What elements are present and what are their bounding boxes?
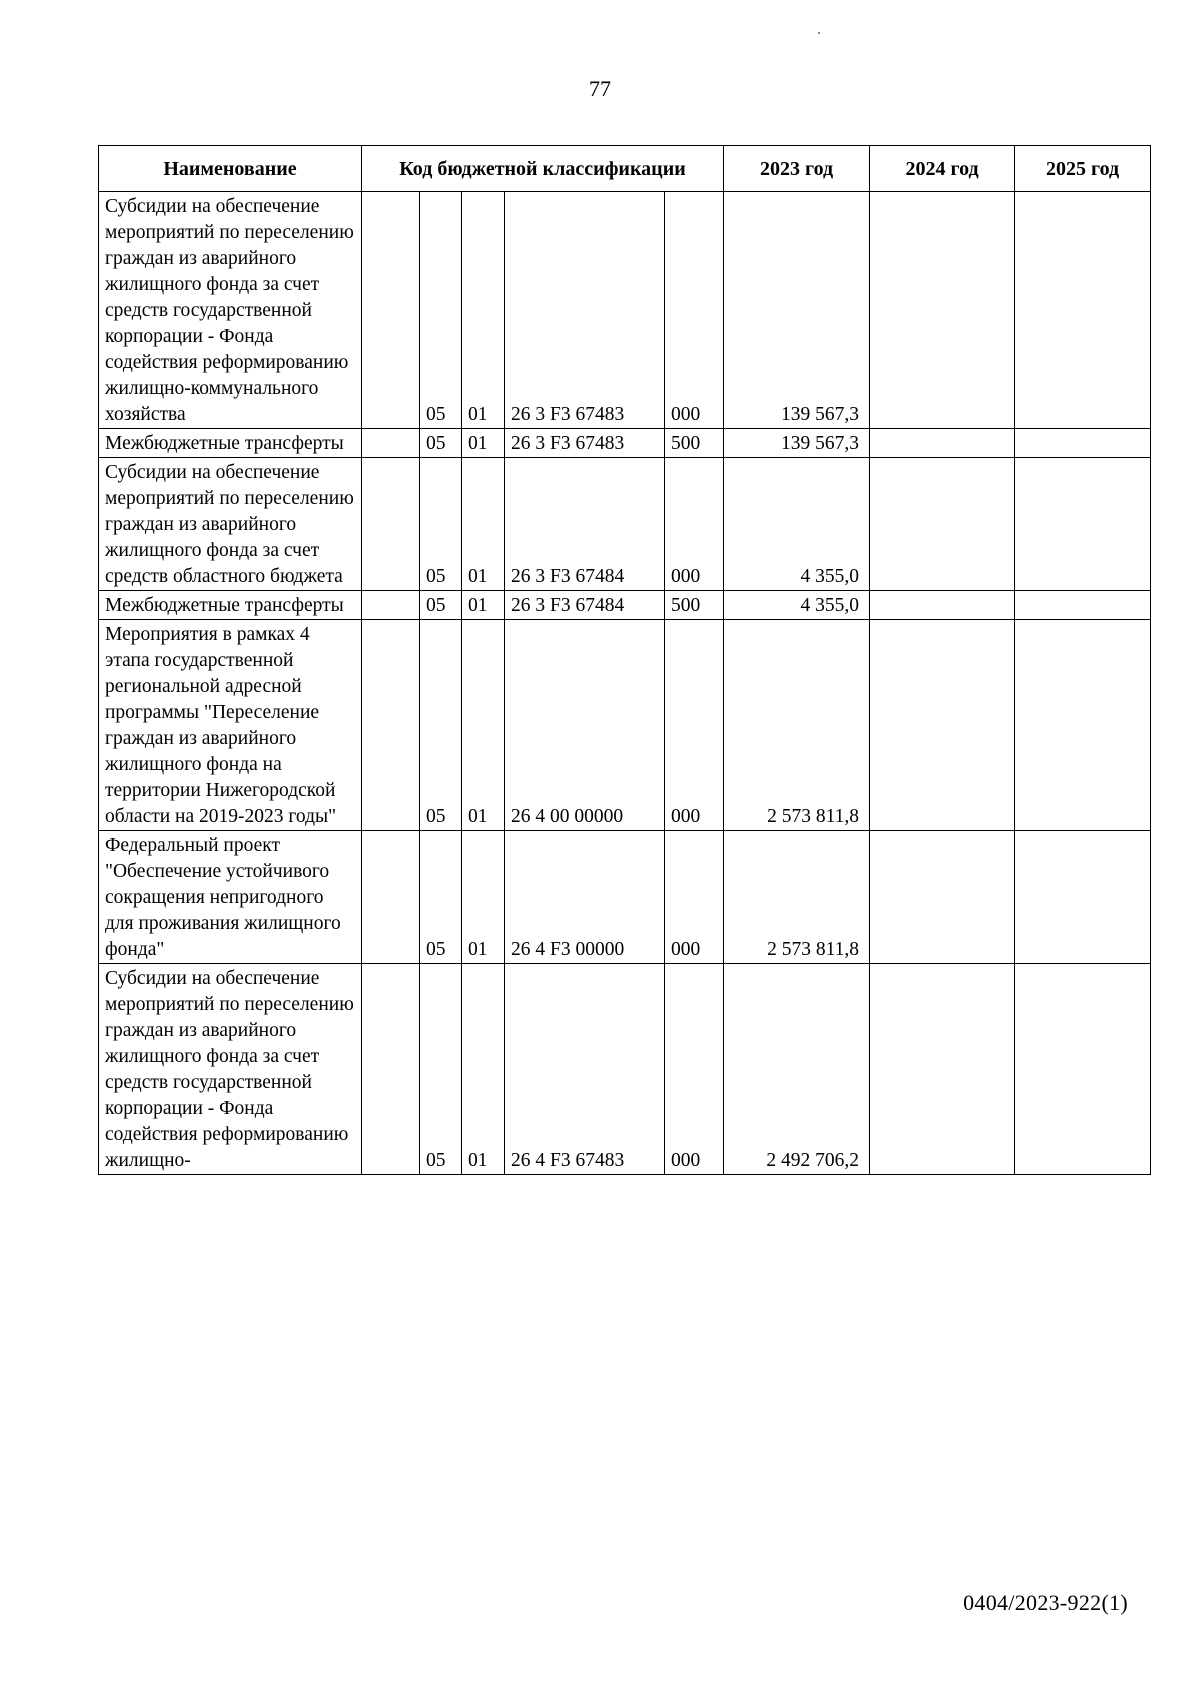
amount-2023: 2 573 811,8: [724, 831, 870, 964]
header-2024: 2024 год: [870, 146, 1015, 192]
code-blank: [362, 458, 420, 591]
amount-2025: [1015, 458, 1151, 591]
table-row: [99, 591, 1151, 620]
row-name: Мероприятия в рамках 4 этапа государственной региональной адресной программы "Переселение граждан из аварийного жилищного фонда на территории Нижегородской области на 2019-2023 годы": [99, 620, 362, 831]
code-expense-type: 500: [665, 429, 724, 458]
code-expense-type: 000: [665, 192, 724, 429]
amount-2024: [870, 964, 1015, 1175]
code-subsection: 01: [462, 429, 505, 458]
table-header-row: [99, 146, 1151, 192]
header-2025: 2025 год: [1015, 146, 1151, 192]
amount-2024: [870, 192, 1015, 429]
amount-2024: [870, 458, 1015, 591]
row-name: Межбюджетные трансферты: [99, 429, 362, 458]
amount-2024: [870, 591, 1015, 620]
code-target-article: 26 3 F3 67483: [505, 429, 665, 458]
budget-table: [98, 145, 1151, 1175]
amount-2025: [1015, 964, 1151, 1175]
table-row: [99, 429, 1151, 458]
header-name: Наименование: [99, 146, 362, 192]
code-target-article: 26 4 00 00000: [505, 620, 665, 831]
code-expense-type: 000: [665, 458, 724, 591]
code-blank: [362, 192, 420, 429]
row-name: Субсидии на обеспечение мероприятий по переселению граждан из аварийного жилищного фонда за счет средств областного бюджета: [99, 458, 362, 591]
row-name: Субсидии на обеспечение мероприятий по переселению граждан из аварийного жилищного фонда за счет средств государственной корпорации - Фонда содействия реформированию жилищно-коммунального хозяйства: [99, 192, 362, 429]
code-expense-type: 000: [665, 964, 724, 1175]
header-code: Код бюджетной классификации: [362, 146, 724, 192]
code-blank: [362, 831, 420, 964]
header-2023: 2023 год: [724, 146, 870, 192]
row-name: Федеральный проект "Обеспечение устойчивого сокращения непригодного для проживания жилищного фонда": [99, 831, 362, 964]
code-section: 05: [420, 429, 462, 458]
scan-speck: [818, 32, 820, 34]
amount-2024: [870, 620, 1015, 831]
code-subsection: 01: [462, 831, 505, 964]
code-blank: [362, 620, 420, 831]
code-target-article: 26 3 F3 67484: [505, 458, 665, 591]
amount-2025: [1015, 429, 1151, 458]
code-blank: [362, 429, 420, 458]
amount-2023: 2 492 706,2: [724, 964, 870, 1175]
table-row: [99, 458, 1151, 591]
code-target-article: 26 3 F3 67484: [505, 591, 665, 620]
code-subsection: 01: [462, 591, 505, 620]
amount-2023: 2 573 811,8: [724, 620, 870, 831]
code-subsection: 01: [462, 458, 505, 591]
table-row: [99, 620, 1151, 831]
table-row: [99, 831, 1151, 964]
amount-2025: [1015, 192, 1151, 429]
amount-2023: 139 567,3: [724, 429, 870, 458]
amount-2023: 139 567,3: [724, 192, 870, 429]
page-number: 77: [589, 76, 611, 101]
code-section: 05: [420, 964, 462, 1175]
code-blank: [362, 964, 420, 1175]
amount-2025: [1015, 620, 1151, 831]
amount-2023: 4 355,0: [724, 458, 870, 591]
code-target-article: 26 4 F3 67483: [505, 964, 665, 1175]
table-row: [99, 964, 1151, 1175]
table-row: [99, 192, 1151, 429]
code-target-article: 26 4 F3 00000: [505, 831, 665, 964]
code-target-article: 26 3 F3 67483: [505, 192, 665, 429]
code-section: 05: [420, 192, 462, 429]
code-expense-type: 000: [665, 831, 724, 964]
amount-2024: [870, 831, 1015, 964]
code-subsection: 01: [462, 620, 505, 831]
row-name: Субсидии на обеспечение мероприятий по переселению граждан из аварийного жилищного фонда за счет средств государственной корпорации - Фонда содействия реформированию жилищно-: [99, 964, 362, 1175]
amount-2025: [1015, 591, 1151, 620]
amount-2024: [870, 429, 1015, 458]
row-name: Межбюджетные трансферты: [99, 591, 362, 620]
code-expense-type: 500: [665, 591, 724, 620]
code-section: 05: [420, 831, 462, 964]
code-section: 05: [420, 458, 462, 591]
document-code: 0404/2023-922(1): [963, 1590, 1128, 1615]
code-subsection: 01: [462, 192, 505, 429]
code-expense-type: 000: [665, 620, 724, 831]
code-section: 05: [420, 620, 462, 831]
amount-2025: [1015, 831, 1151, 964]
amount-2023: 4 355,0: [724, 591, 870, 620]
code-section: 05: [420, 591, 462, 620]
code-subsection: 01: [462, 964, 505, 1175]
code-blank: [362, 591, 420, 620]
